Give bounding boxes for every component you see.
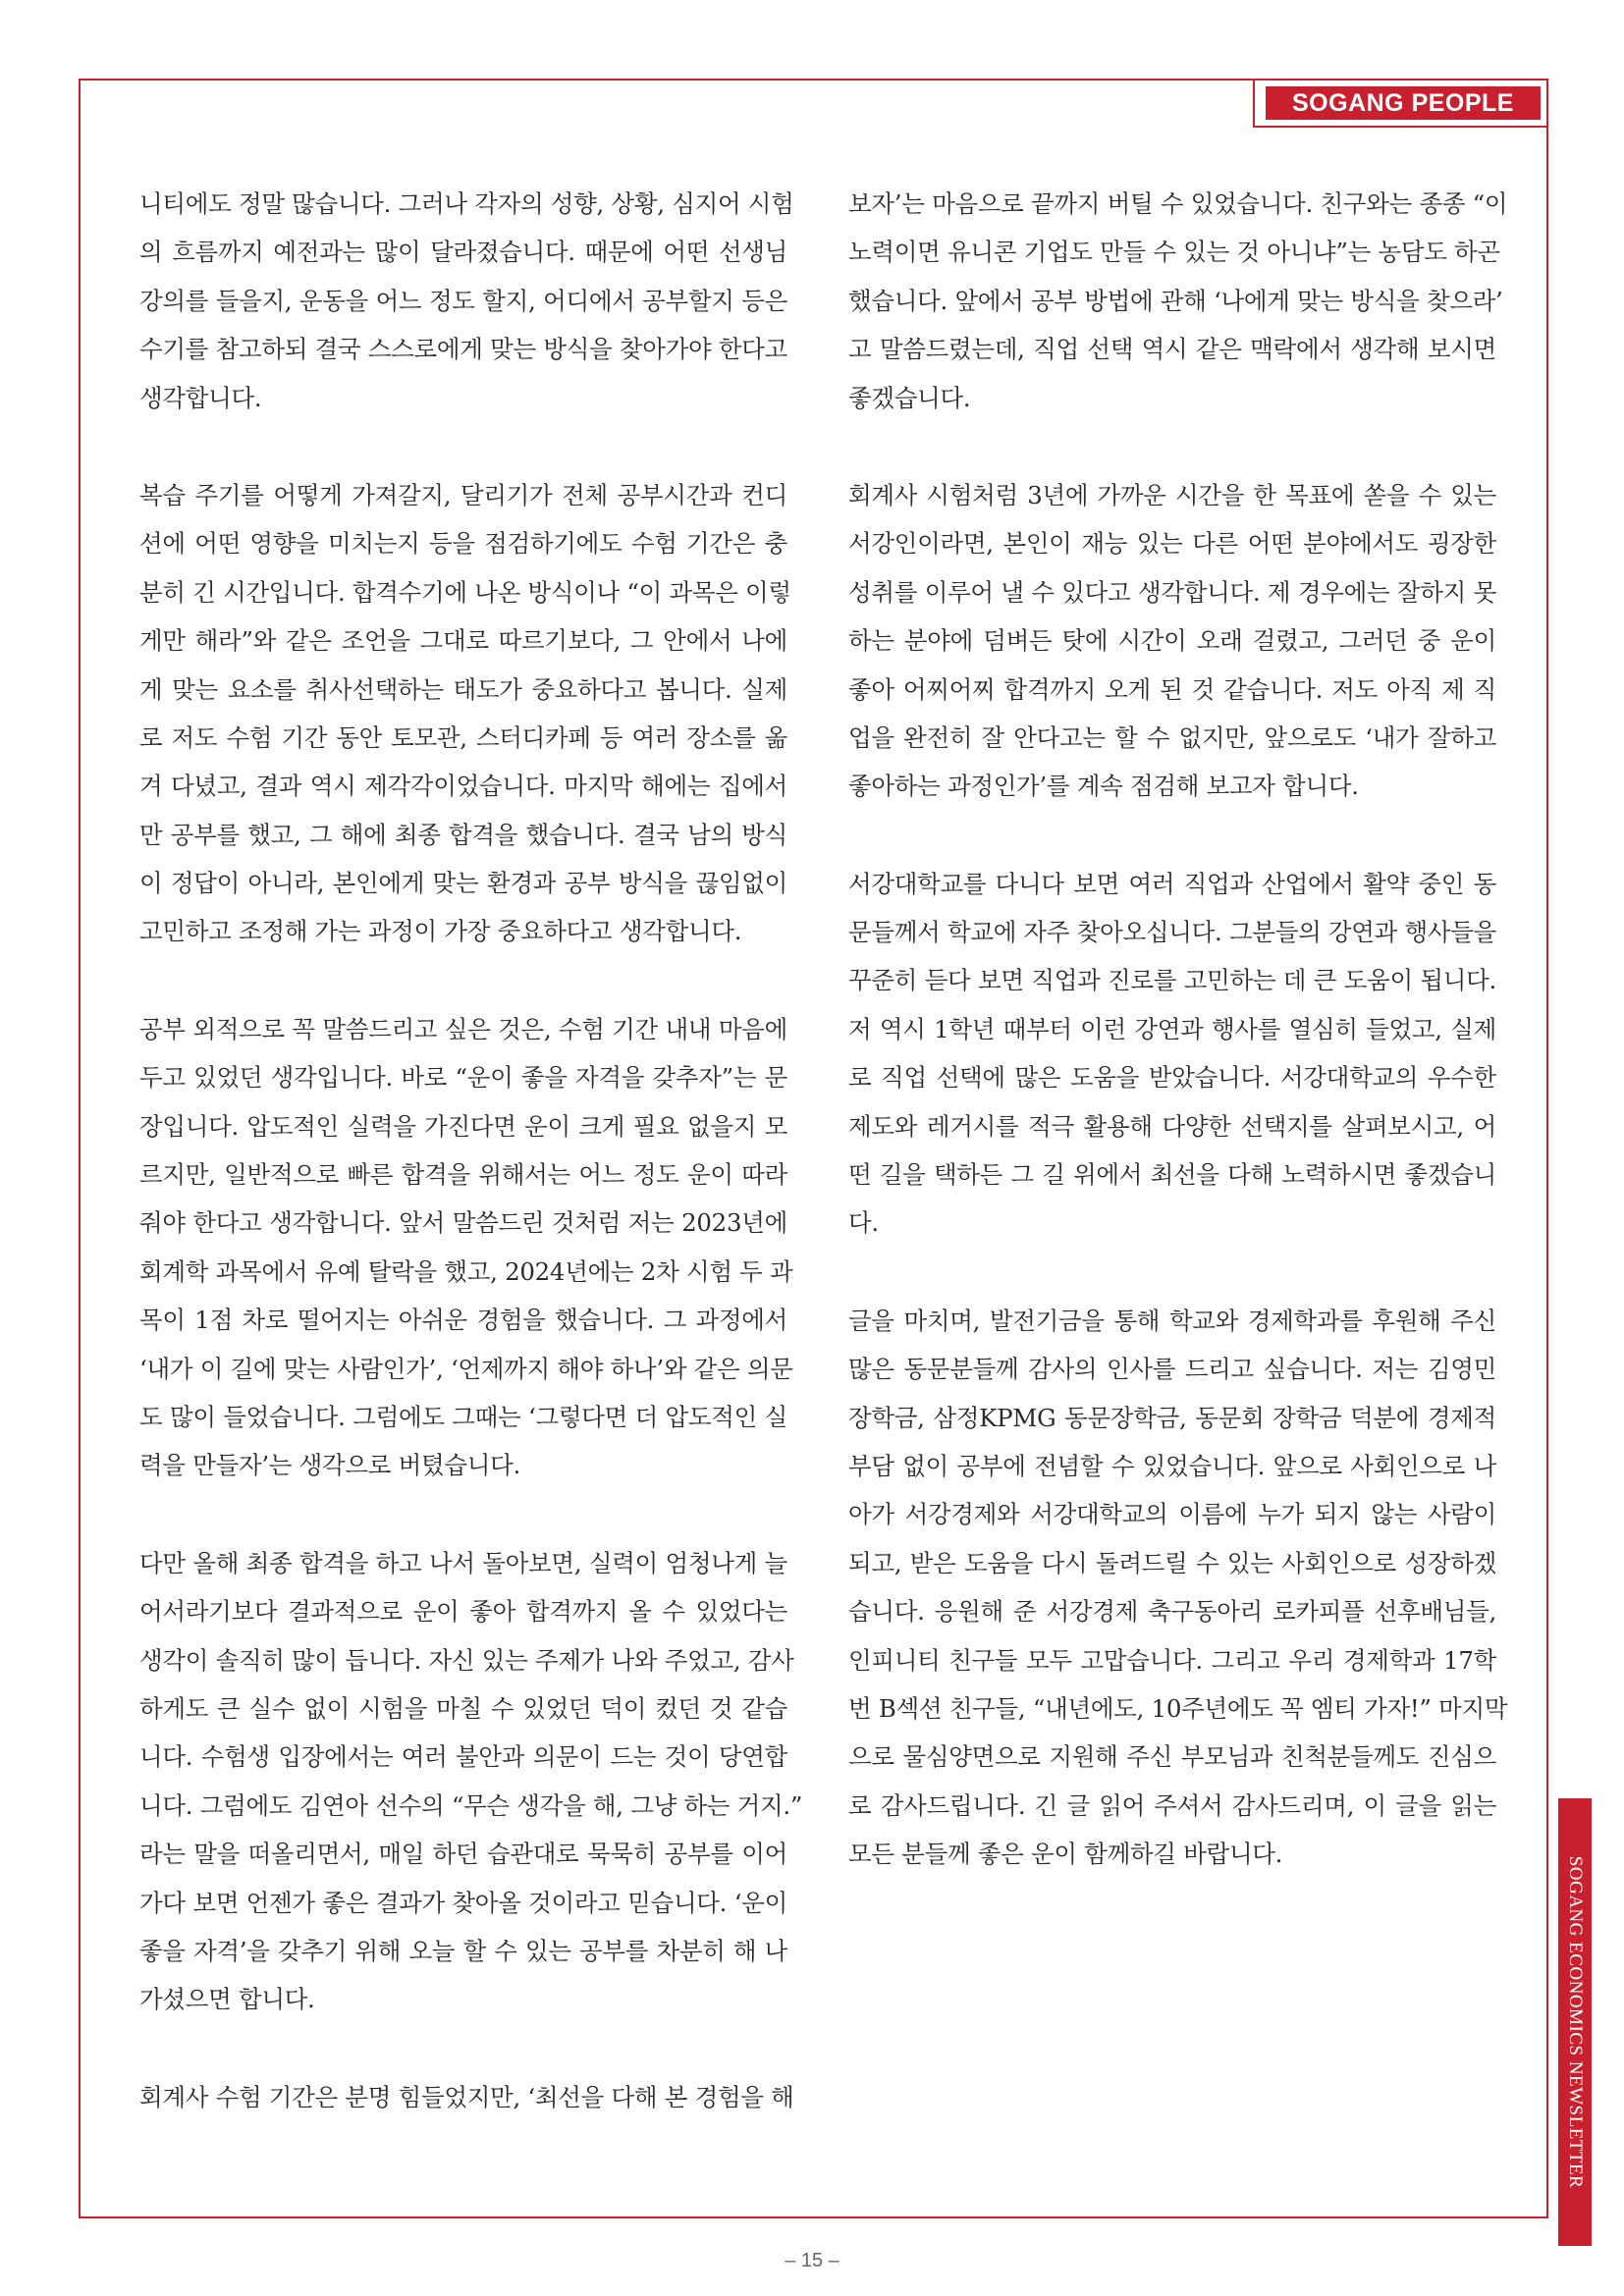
text-line: 생각이 솔직히 많이 듭니다. 자신 있는 주제가 나와 주었고, 감사 bbox=[139, 1645, 794, 1675]
text-line: 생각합니다. bbox=[139, 383, 262, 412]
text-line: 르지만, 일반적으로 빠른 합격을 위해서는 어느 정도 운이 따라 bbox=[139, 1160, 787, 1190]
text-line: 복습 주기를 어떻게 가져갈지, 달리기가 전체 공부시간과 컨디 bbox=[139, 480, 787, 509]
text-line: 서강대학교를 다니다 보면 여러 직업과 산업에서 활약 중인 동 bbox=[848, 869, 1496, 898]
paragraph bbox=[139, 1005, 793, 1490]
text-line: 했습니다. 앞에서 공부 방법에 관해 ‘나에게 맞는 방식을 찾으라’ bbox=[848, 286, 1503, 315]
text-line: 어서라기보다 결과적으로 운이 좋아 합격까지 올 수 있었다는 bbox=[139, 1597, 787, 1627]
text-line: 문들께서 학교에 자주 찾아오십니다. 그분들의 강연과 행사들을 bbox=[848, 918, 1496, 947]
paragraph bbox=[848, 471, 1496, 811]
text-line: 떤 길을 택하든 그 길 위에서 최선을 다해 노력하시면 좋겠습니 bbox=[848, 1160, 1496, 1190]
text-line: 니티에도 정말 많습니다. 그러나 각자의 성향, 상황, 심지어 시험 bbox=[139, 189, 794, 218]
text-line: 라는 말을 떠올리면서, 매일 하던 습관대로 묵묵히 공부를 이어 bbox=[139, 1840, 787, 1869]
text-line: 습니다. 응원해 준 서강경제 축구동아리 로카피플 선후배님들, bbox=[848, 1597, 1496, 1627]
text-line: 글을 마치며, 발전기금을 통해 학교와 경제학과를 후원해 주신 bbox=[848, 1306, 1496, 1335]
text-line: 강의를 들을지, 운동을 어느 정도 할지, 어디에서 공부할지 등은 bbox=[139, 286, 787, 315]
text-line: 도 많이 들었습니다. 그럼에도 그때는 ‘그렇다면 더 압도적인 실 bbox=[139, 1402, 787, 1431]
newsletter-name: SOGANG ECONOMICS NEWSLETTER bbox=[1565, 1855, 1586, 2189]
paragraph bbox=[139, 180, 794, 422]
text-line: 번 B섹션 친구들, “내년에도, 10주년에도 꼭 엠티 가자!” 마지막 bbox=[848, 1693, 1508, 1723]
text-line: 장학금, 삼정KPMG 동문장학금, 동문회 장학금 덕분에 경제적 bbox=[848, 1403, 1496, 1432]
text-line: 목이 1점 차로 떨어지는 아쉬운 경험을 했습니다. 그 과정에서 bbox=[139, 1306, 787, 1335]
section-label: SOGANG PEOPLE bbox=[1266, 86, 1541, 120]
text-line: 니다. 수험생 입장에서는 여러 불안과 의문이 드는 것이 당연합 bbox=[139, 1742, 787, 1772]
text-line: 니다. 그럼에도 김연아 선수의 “무슨 생각을 해, 그냥 하는 거지.” bbox=[139, 1790, 803, 1820]
text-line: 회계사 수험 기간은 분명 힘들었지만, ‘최선을 다해 본 경험을 해 bbox=[139, 2082, 794, 2111]
text-line: 다. bbox=[848, 1208, 879, 1238]
text-line: 좋을 자격’을 갖추기 위해 오늘 할 수 있는 공부를 차분히 해 나 bbox=[139, 1936, 787, 1965]
text-line: 좋아 어찌어찌 합격까지 오게 된 것 같습니다. 저도 아직 제 직 bbox=[848, 674, 1496, 704]
text-line: 되고, 받은 도움을 다시 돌려드릴 수 있는 사회인으로 성장하겠 bbox=[848, 1548, 1496, 1577]
text-line: 좋겠습니다. bbox=[848, 383, 971, 412]
text-line: 으로 물심양면으로 지원해 주신 부모님과 친척분들께도 진심으 bbox=[848, 1742, 1496, 1772]
text-line: 모든 분들께 좋은 운이 함께하길 바랍니다. bbox=[848, 1840, 1283, 1869]
section-header-tag bbox=[1253, 79, 1548, 128]
paragraph bbox=[848, 180, 1508, 422]
text-line: 게만 해라”와 같은 조언을 그대로 따르기보다, 그 안에서 나에 bbox=[139, 626, 787, 656]
text-line: 고민하고 조정해 가는 과정이 가장 중요하다고 생각합니다. bbox=[139, 917, 742, 946]
text-line: 제도와 레거시를 적극 활용해 다양한 선택지를 살펴보시고, 어 bbox=[848, 1111, 1496, 1141]
text-line: 부담 없이 공부에 전념할 수 있었습니다. 앞으로 사회인으로 나 bbox=[848, 1451, 1496, 1480]
text-line: 노력이면 유니콘 기업도 만들 수 있는 것 아니냐”는 농담도 하곤 bbox=[848, 238, 1500, 267]
left-text-column bbox=[139, 180, 803, 2170]
text-line: 로 감사드립니다. 긴 글 읽어 주셔서 감사드리며, 이 글을 읽는 bbox=[848, 1790, 1496, 1820]
text-line: 로 직업 선택에 많은 도움을 받았습니다. 서강대학교의 우수한 bbox=[848, 1063, 1496, 1093]
text-line: 회계사 시험처럼 3년에 가까운 시간을 한 목표에 쏟을 수 있는 bbox=[848, 480, 1496, 509]
paragraph bbox=[139, 471, 791, 956]
text-line: 의 흐름까지 예전과는 많이 달라졌습니다. 때문에 어떤 선생님 bbox=[139, 238, 787, 267]
text-line: 인피니티 친구들 모두 고맙습니다. 그리고 우리 경제학과 17학 bbox=[848, 1645, 1496, 1675]
text-line: ‘내가 이 길에 맞는 사람인가’, ‘언제까지 해야 하나’와 같은 의문 bbox=[139, 1354, 793, 1383]
text-line: 하게도 큰 실수 없이 시험을 마칠 수 있었던 덕이 컸던 것 같습 bbox=[139, 1693, 787, 1723]
text-line: 좋아하는 과정인가’를 계속 점검해 보고자 합니다. bbox=[848, 772, 1359, 801]
text-line: 줘야 한다고 생각합니다. 앞서 말씀드린 것처럼 저는 2023년에 bbox=[139, 1208, 787, 1238]
text-line: 꾸준히 듣다 보면 직업과 진로를 고민하는 데 큰 도움이 됩니다. bbox=[848, 966, 1496, 995]
text-line: 가셨으면 합니다. bbox=[139, 1985, 315, 2014]
paragraph bbox=[139, 2073, 794, 2121]
text-line: 력을 만들자’는 생각으로 버텼습니다. bbox=[139, 1451, 520, 1480]
text-line: 회계학 과목에서 유예 탈락을 했고, 2024년에는 2차 시험 두 과 bbox=[139, 1256, 793, 1286]
text-line: 성취를 이루어 낼 수 있다고 생각합니다. 제 경우에는 잘하지 못 bbox=[848, 577, 1496, 607]
page-number: – 15 – bbox=[785, 2250, 839, 2271]
text-line: 겨 다녔고, 결과 역시 제각각이었습니다. 마지막 해에는 집에서 bbox=[139, 772, 787, 801]
text-line: 공부 외적으로 꼭 말씀드리고 싶은 것은, 수험 기간 내내 마음에 bbox=[139, 1014, 787, 1043]
text-line: 게 맞는 요소를 취사선택하는 태도가 중요하다고 봅니다. 실제 bbox=[139, 674, 787, 704]
text-line: 가다 보면 언젠가 좋은 결과가 찾아올 것이라고 믿습니다. ‘운이 bbox=[139, 1888, 787, 1917]
text-line: 분히 긴 시간입니다. 합격수기에 나온 방식이나 “이 과목은 이렇 bbox=[139, 577, 791, 607]
text-line: 고 말씀드렸는데, 직업 선택 역시 같은 맥락에서 생각해 보시면 bbox=[848, 335, 1496, 364]
text-line: 로 저도 수험 기간 동안 토모관, 스터디카페 등 여러 장소를 옮 bbox=[139, 722, 787, 752]
paragraph bbox=[848, 860, 1496, 1248]
text-line: 보자’는 마음으로 끝까지 버틸 수 있었습니다. 친구와는 종종 “이 bbox=[848, 189, 1508, 218]
paragraph bbox=[139, 1539, 803, 2024]
text-line: 하는 분야에 덤벼든 탓에 시간이 오래 걸렸고, 그러던 중 운이 bbox=[848, 626, 1496, 656]
text-line: 수기를 참고하되 결국 스스로에게 맞는 방식을 찾아가야 한다고 bbox=[139, 335, 787, 364]
text-line: 저 역시 1학년 때부터 이런 강연과 행사를 열심히 들었고, 실제 bbox=[848, 1014, 1496, 1043]
text-line: 많은 동문분들께 감사의 인사를 드리고 싶습니다. 저는 김영민 bbox=[848, 1355, 1496, 1384]
newsletter-side-tab bbox=[1558, 1798, 1592, 2246]
text-line: 서강인이라면, 본인이 재능 있는 다른 어떤 분야에서도 굉장한 bbox=[848, 529, 1496, 559]
text-line: 션에 어떤 영향을 미치는지 등을 점검하기에도 수험 기간은 충 bbox=[139, 529, 787, 559]
text-line: 아가 서강경제와 서강대학교의 이름에 누가 되지 않는 사람이 bbox=[848, 1500, 1496, 1529]
text-line: 다만 올해 최종 합격을 하고 나서 돌아보면, 실력이 엄청나게 늘 bbox=[139, 1548, 787, 1577]
text-line: 이 정답이 아니라, 본인에게 맞는 환경과 공부 방식을 끊임없이 bbox=[139, 869, 787, 898]
paragraph bbox=[848, 1297, 1508, 1879]
text-line: 두고 있었던 생각입니다. 바로 “운이 좋을 자격을 갖추자”는 문 bbox=[139, 1063, 787, 1093]
right-text-column bbox=[848, 180, 1508, 1928]
text-line: 장입니다. 압도적인 실력을 가진다면 운이 크게 필요 없을지 모 bbox=[139, 1111, 787, 1141]
text-line: 업을 완전히 잘 안다고는 할 수 없지만, 앞으로도 ‘내가 잘하고 bbox=[848, 722, 1496, 752]
text-line: 만 공부를 했고, 그 해에 최종 합격을 했습니다. 결국 남의 방식 bbox=[139, 820, 787, 849]
